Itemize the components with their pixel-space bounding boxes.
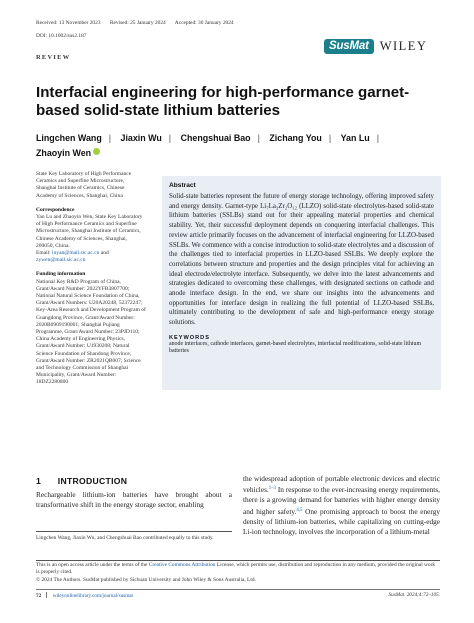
copyright-note: © 2024 The Authors. SusMat published by Sichuan University and John Wiley & Sons Australia, Ltd. bbox=[36, 577, 256, 583]
author-list bbox=[36, 131, 446, 161]
page-number: 72 bbox=[36, 593, 42, 599]
footer-divider bbox=[36, 589, 440, 590]
correspondence-heading: Correspondence bbox=[36, 206, 75, 213]
orcid-icon[interactable] bbox=[93, 148, 100, 155]
license-note bbox=[36, 562, 440, 576]
citation-info: SusMat. 2024;4:72–105. bbox=[388, 592, 440, 598]
author-separator: | bbox=[168, 133, 172, 143]
author-separator: | bbox=[376, 133, 380, 143]
email-link[interactable]: zywen@mail.sic.ac.cn bbox=[36, 257, 86, 264]
chemical-formula: Li₇La₃Zr₂O₁₂ bbox=[260, 202, 297, 210]
journal-url[interactable]: wileyonlinelibrary.com/journal/susmat bbox=[52, 593, 133, 599]
journal-logos bbox=[324, 39, 427, 54]
author-name[interactable]: Chengshuai Bao bbox=[180, 133, 251, 143]
license-divider bbox=[36, 560, 440, 561]
footer-separator bbox=[46, 592, 47, 598]
author-name[interactable]: Jiaxin Wu bbox=[120, 133, 162, 143]
section-label: REVIEW bbox=[36, 54, 71, 61]
section-heading bbox=[36, 476, 127, 486]
doi[interactable]: DOI: 10.1002/sus2.187 bbox=[36, 33, 87, 39]
intro-text: One promising approach to boost the energy density of lithium-ion batteries, while capitalizing on cutting-edge Li-ion technology, involves the incorporation of a lithium-metal bbox=[243, 506, 440, 537]
keywords-text: anode interfaces, cathode interfaces, garnet-based electrolytes, interfacial modifications, solid-state lithium batteries bbox=[169, 340, 422, 355]
revised-date: Revised: 25 January 2024 bbox=[109, 20, 166, 26]
section-number: 1 bbox=[36, 476, 42, 486]
susmat-logo[interactable]: SusMat bbox=[324, 39, 374, 54]
intro-text: the widespread adoption of portable electronic devices and electric vehicles. bbox=[243, 474, 440, 495]
citation-ref[interactable]: 4,5 bbox=[296, 507, 303, 513]
article-dates bbox=[36, 20, 242, 26]
funding-text: National Key R&D Program of China, Grant/Award Number: 2022YFB3807700; National Natural Science Foundation of China, Grant/Award Numbers: U20A20248, 52372247; Key-Area Research and Development Program of Guangdong Province, Grant/Award Number: 2020B0909190001; Shanghai Pujiang Programme, Grant/Award Number: 23PJD110; China Academy of Engineering Physics, Grant/Award Number: U1930208; Natural Science Foundation of Shandong Province, Grant/Award Number: ZR2021QB007; Science and Technology Commission of Shanghai Municipality, Grant/Award Number: 18DZ2280800 bbox=[36, 278, 146, 386]
keywords-heading: KEYWORDS bbox=[169, 334, 210, 341]
email-label: Email: bbox=[36, 250, 51, 257]
email-line bbox=[36, 250, 146, 264]
email-link[interactable]: luyan@mail.sic.ac.cn bbox=[52, 250, 100, 257]
accepted-date: Accepted: 30 January 2024 bbox=[174, 20, 234, 26]
sidebar bbox=[36, 171, 146, 387]
intro-text: In response to the ever-increasing energy requirements, there is a growing demand for batteries with higher energy density and higher safety. bbox=[243, 485, 440, 516]
author-separator: | bbox=[108, 133, 112, 143]
email-and: and bbox=[100, 250, 109, 257]
author-separator: | bbox=[257, 133, 260, 143]
affiliation: State Key Laboratory of High Performance Ceramics and Superfine Microstructure, Shanghai Institute of Ceramics, Chinese Academy of Sciences, Shanghai, China bbox=[36, 171, 132, 199]
correspondence-text: Yan Lu and Zhaoyin Wen, State Key Laboratory of High Performance Ceramics and Superfine Microstructure, Shanghai Institute of Ceramics, Chinese Academy of Sciences, Shanghai, 200050, China. bbox=[36, 214, 143, 249]
article-title: Interfacial engineering for high-performance garnet-based solid-state lithium batteries bbox=[36, 84, 410, 119]
abstract-box bbox=[162, 176, 441, 390]
author-name[interactable]: Zichang You bbox=[269, 133, 322, 143]
abstract-part: Solid-state batteries represent the future of energy storage technology, offering improved safety and energy density. Garnet-type bbox=[169, 193, 434, 210]
intro-right-column bbox=[243, 474, 440, 537]
license-text: This is an open access article under the terms of the bbox=[36, 562, 149, 568]
license-link[interactable]: Creative Commons Attribution bbox=[148, 562, 216, 568]
author-name[interactable]: Zhaoyin Wen bbox=[36, 148, 92, 158]
abstract-heading: Abstract bbox=[169, 182, 196, 189]
author-separator: | bbox=[328, 133, 332, 143]
footnote-divider bbox=[36, 531, 232, 532]
received-date: Received: 13 November 2023 bbox=[36, 20, 101, 26]
wiley-logo[interactable]: WILEY bbox=[379, 39, 428, 53]
funding-heading: Funding information bbox=[36, 271, 86, 278]
citation-ref[interactable]: 1–3 bbox=[268, 486, 276, 492]
abstract-part: (LLZO) solid-state electrolytes-based solid-state lithium batteries (SSLBs) stand out for their appealing material properties and chemical stability. Yet, their successful deployment depends on conquering interfacial challenges. This review article primarily focuses on the advancement of interfacial engineering for LLZO-based SSLBs. We commence with a concise introduction to solid-state electrolytes and a discussion of the challenges tied to interfacial properties in LLZO-based SSLBs. We deeply explore the correlations between structure and properties and the design principles vital for achieving an ideal electrode/electrolyte interface. Subsequently, we delve into the latest advancements and strategies dedicated to overcoming these challenges, with designated sections on cathode and anode interface design. In the end, we share our insights into the advancements and opportunities for interface design in realizing the full potential of LLZO-based SSLBs, ultimately contributing to the development of safe and high-performance energy storage solutions. bbox=[169, 202, 434, 327]
section-title: INTRODUCTION bbox=[57, 476, 128, 486]
author-name[interactable]: Yan Lu bbox=[340, 133, 370, 143]
license-text: License, which permits use, distribution and reproduction in any medium, provided the original work is properly cited. bbox=[36, 562, 436, 575]
page-footer bbox=[36, 592, 440, 599]
intro-left-column: Rechargeable lithium-ion batteries have brought about a transformative shift in the energy storage sector, enabling bbox=[36, 490, 232, 510]
author-name[interactable]: Lingchen Wang bbox=[36, 133, 102, 143]
abstract-text bbox=[169, 192, 434, 328]
contribution-note: Lingchen Wang, Jiaxin Wu, and Chengshuai Bao contributed equally to this study. bbox=[36, 535, 214, 541]
